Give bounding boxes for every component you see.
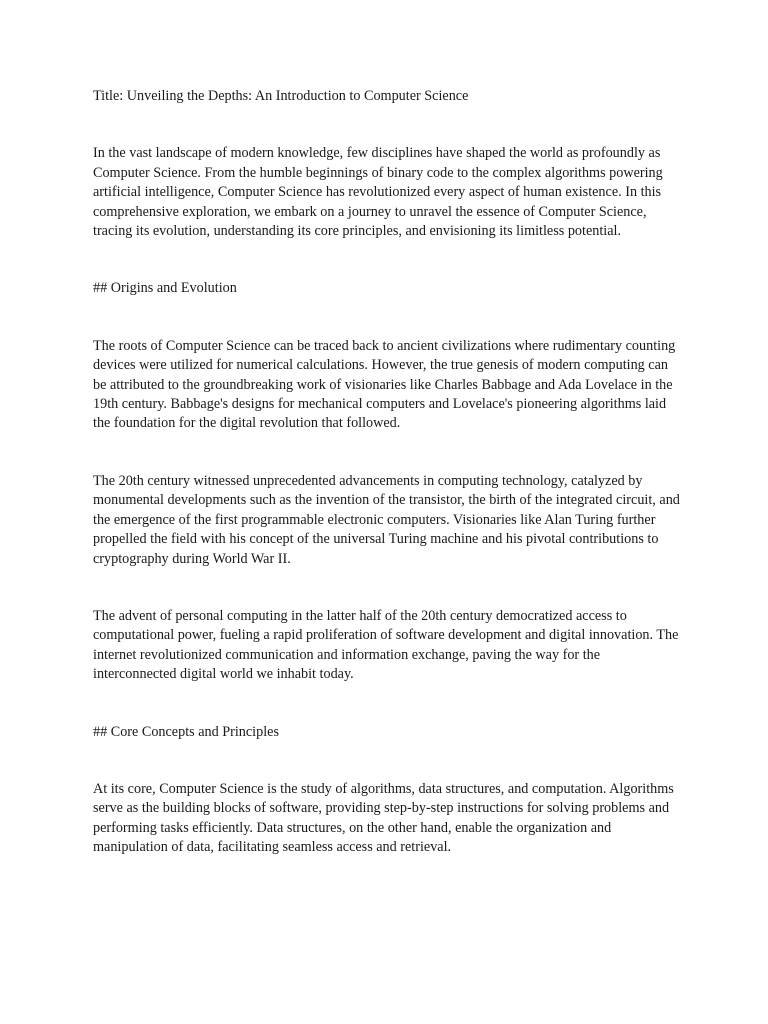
section-heading-core: ## Core Concepts and Principles <box>93 723 279 740</box>
core-paragraph-1: At its core, Computer Science is the study of algorithms, data structures, and computation. Algorithms serve as the building blocks of software, providing step-by-step instructions for solving problems and performing tasks efficiently. Data structures, on the other hand, enable the organization and manipulation of data, facilitating seamless access and retrieval. <box>93 780 674 856</box>
document-page <box>93 87 683 896</box>
origins-paragraph-3: The advent of personal computing in the latter half of the 20th century democratized access to computational power, fueling a rapid proliferation of software development and digital innovation. The internet revolutionized communication and information exchange, paving the way for the interconnected digital world we inhabit today. <box>93 607 679 683</box>
origins-paragraph-1: The roots of Computer Science can be traced back to ancient civilizations where rudimentary counting devices were utilized for numerical calculations. However, the true genesis of modern computing can be attributed to the groundbreaking work of visionaries like Charles Babbage and Ada Lovelace in the 19th century. Babbage's designs for mechanical computers and Lovelace's pioneering algorithms laid the foundation for the digital revolution that followed. <box>93 337 676 432</box>
document-title: Title: Unveiling the Depths: An Introduction to Computer Science <box>93 88 469 104</box>
origins-paragraph-2: The 20th century witnessed unprecedented advancements in computing technology, catalyzed by monumental developments such as the invention of the transistor, the birth of the integrated circuit, and the emergence of the first programmable electronic computers. Visionaries like Alan Turing further propelled the field with his concept of the universal Turing machine and his pivotal contributions to cryptography during World War II. <box>93 472 680 567</box>
section-heading-origins: ## Origins and Evolution <box>93 280 237 297</box>
intro-paragraph: In the vast landscape of modern knowledge, few disciplines have shaped the world as profoundly as Computer Science. From the humble beginnings of binary code to the complex algorithms powering artificial intelligence, Computer Science has revolutionized every aspect of human existence. In this comprehensive exploration, we embark on a journey to unravel the essence of Computer Science, tracing its evolution, understanding its core principles, and envisioning its limitless potential. <box>93 145 663 240</box>
